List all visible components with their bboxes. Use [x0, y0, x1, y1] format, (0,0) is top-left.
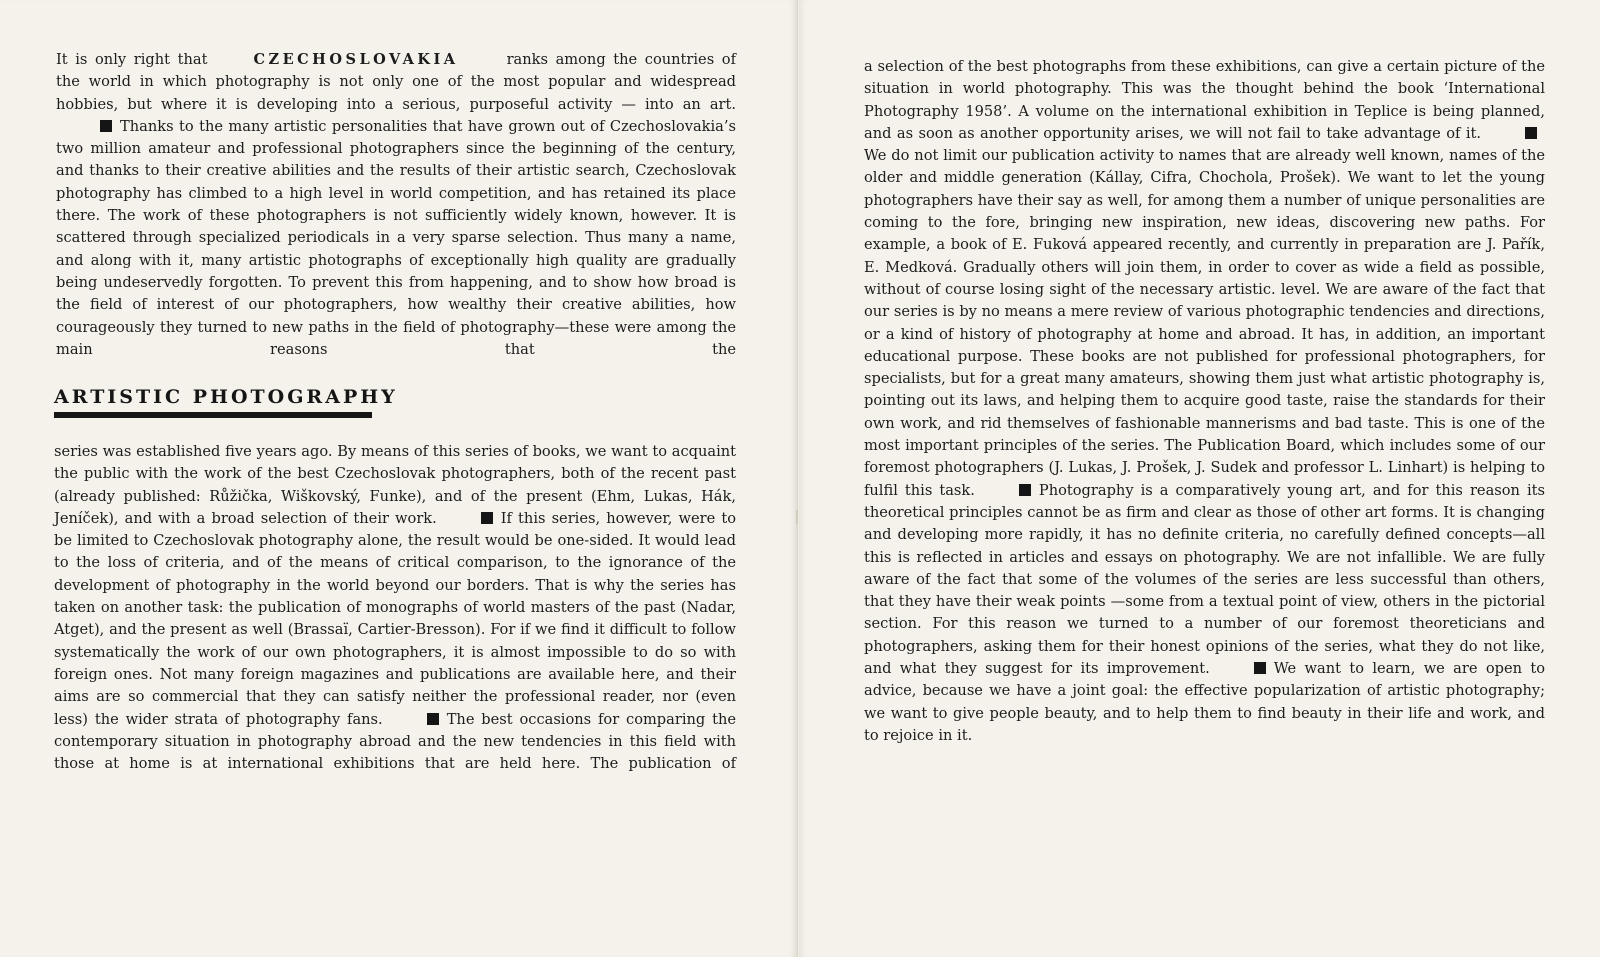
right-body-paragraph — [864, 56, 1545, 747]
series-title: ARTISTIC PHOTOGRAPHY — [54, 386, 398, 408]
right-paragraph-b: We do not limit our publication activity to names that are already well known, names of the older and middle generation (Kállay, Cifra, Chochola, Prošek). We want to let the young photographers have their say as well, for among them a number of unique personalities are coming to the fore, bringing new inspiration, new ideas, discovering new paths. For example, a book of E. Fuková appeared recently, and currently in preparation are J. Pařík, E. Medková. Gradually others will join them, in order to cover as wide a field as possible, without of course losing sight of the necessary artistic. level. We are aware of the fact that our series is by no means a mere review of various photographic tendencies and directions, or a kind of history of photography at home and abroad. It has, in addition, an important educational purpose. These books are not published for professional photographers, for specialists, but for a great many amateurs, showing them just what artistic photography is, pointing out its laws, and helping them to acquire good taste, raise the standards for their own work, and rid themselves of fashionable mannerisms and bad taste. This is one of the most important principles of the series. The Publication Board, which includes some of our foremost photographers (J. Lukas, J. Prošek, J. Sudek and professor L. Linhart) is helping to fulfil this task. — [864, 147, 1545, 499]
section-square-icon — [481, 512, 493, 524]
section-square-icon — [1254, 662, 1266, 674]
left-intro-paragraph — [56, 49, 736, 361]
section-square-icon — [100, 120, 112, 132]
left-body-paragraph — [54, 441, 736, 775]
title-underline — [54, 412, 372, 418]
left-paragraph-2a: series was established five years ago. By means of this series of books, we want to acquaint the public with the work of the best Czechoslovak photographers, both of the recent past (already published: Růžička, Wiškovský, Funke), and of the present (Ehm, Lukas, Hák, Jeníček), and with a broad selection of their work. — [54, 443, 736, 527]
right-paragraph-c: Photography is a comparatively young art, and for this reason its theoretical principles cannot be as firm and clear as those of other art forms. It is changing and developing more rapidly, it has no definite criteria, no carefully defined concepts—all this is reflected in articles and essays on photography. We are not infallible. We are fully aware of the fact that some of the volumes of the series are less successful than others, that they have their weak points —some from a textual point of view, others in the pictorial section. For this reason we turned to a number of our foremost theoreticians and photographers, asking them for their honest opinions of the series, what they do not like, and what they suggest for its improvement. — [864, 481, 1545, 678]
country-name: CZECHOSLOVAKIA — [253, 51, 459, 68]
section-square-icon — [427, 713, 439, 725]
intro-before: It is only right that — [56, 51, 208, 68]
section-square-icon — [1525, 127, 1537, 139]
left-paragraph-2b: If this series, however, were to be limited to Czechoslovak photography alone, the result would be one-sided. It would lead to the loss of criteria, and of the means of critical comparison, to the ignorance of the development of photography in the world beyond our borders. That is why the series has taken on another task: the publication of monographs of world masters of the past (Nadar, Atget), and the present as well (Brassaï, Cartier-Bresson). For if we find it difficult to follow systematically the work of our own photographers, it is almost impossible to do so with foreign ones. Not many foreign magazines and publications are available here, and their aims are so commercial that they can satisfy neither the professional reader, nor (even less) the wider strata of photography fans. — [54, 509, 736, 728]
right-page — [799, 0, 1600, 957]
right-paragraph-a: a selection of the best photographs from these exhibitions, can give a certain picture of the situation in world photography. This was the thought behind the book ‘International Photography 1958’. A volume on the international exhibition in Teplice is being planned, and as soon as another opportunity arises, we will not fail to take advantage of it. — [864, 58, 1545, 142]
right-paragraph-d: We want to learn, we are open to advice, because we have a joint goal: the effective popularization of artistic photography; we want to give people beauty, and to help them to find beauty in their life and work, and to rejoice in it. — [864, 660, 1545, 744]
section-square-icon — [1019, 484, 1031, 496]
left-paragraph-2c: The best occasions for comparing the contemporary situation in photography abroad and the new tendencies in this field with those at home is at international exhibitions that are held here. The publication of — [54, 710, 736, 773]
gutter-mark — [796, 510, 798, 524]
left-page — [0, 0, 798, 957]
left-paragraph-1: Thanks to the many artistic personalities that have grown out of Czechoslovakia’s two million amateur and professional photographers since the beginning of the century, and thanks to their creative abilities and the results of their artistic search, Czechoslovak photography has climbed to a high level in world competition, and has retained its place there. The work of these photographers is not sufficiently widely known, however. It is scattered through specialized periodicals in a very sparse selection. Thus many a name, and along with it, many artistic photographs of exceptionally high quality are gradually being undeservedly forgotten. To prevent this from happening, and to show how broad is the field of interest of our photographers, how wealthy their creative abilities, how courageously they turned to new paths in the field of photography—these were among the main reasons that the — [56, 117, 736, 358]
intro-after: ranks among the countries of the world in which photography is not only one of the most popular and widespread hobbies, but where it is developing into a serious, purposeful activity — into an art. — [56, 51, 736, 113]
